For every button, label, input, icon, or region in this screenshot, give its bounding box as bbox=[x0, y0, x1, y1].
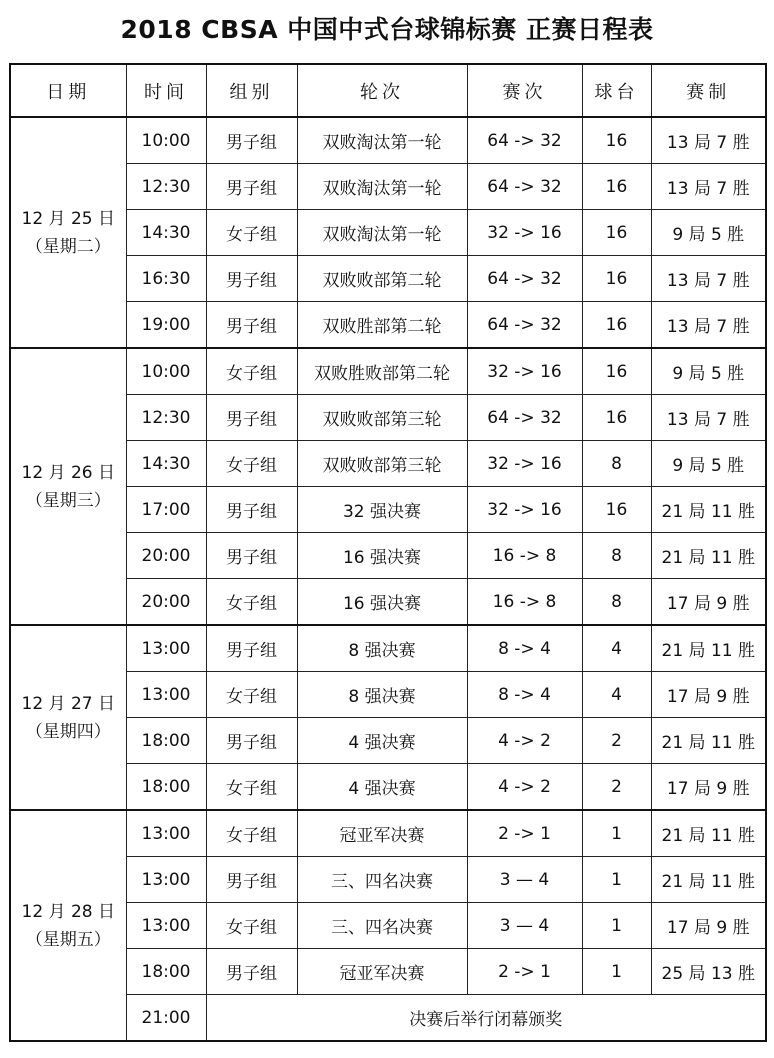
cell-time: 18:00 bbox=[126, 718, 206, 764]
cell-match: 16 -> 8 bbox=[467, 579, 582, 626]
cell-match: 2 -> 1 bbox=[467, 810, 582, 857]
cell-time: 12:30 bbox=[126, 164, 206, 210]
date-label: 12 月 25 日 bbox=[21, 208, 115, 229]
cell-table: 4 bbox=[582, 625, 651, 672]
cell-table: 16 bbox=[582, 395, 651, 441]
cell-format: 9 局 5 胜 bbox=[651, 348, 766, 395]
cell-time: 13:00 bbox=[126, 810, 206, 857]
cell-date bbox=[10, 810, 126, 1041]
cell-round: 4 强决赛 bbox=[297, 718, 467, 764]
cell-match: 16 -> 8 bbox=[467, 533, 582, 579]
header-format: 赛制 bbox=[651, 64, 766, 117]
cell-match: 64 -> 32 bbox=[467, 164, 582, 210]
table-row bbox=[10, 348, 766, 395]
cell-format: 13 局 7 胜 bbox=[651, 164, 766, 210]
weekday-label: （星期二） bbox=[25, 236, 111, 257]
cell-group: 女子组 bbox=[206, 764, 297, 811]
cell-group: 女子组 bbox=[206, 210, 297, 256]
cell-round: 双败淘汰第一轮 bbox=[297, 117, 467, 164]
cell-table: 16 bbox=[582, 164, 651, 210]
cell-format: 13 局 7 胜 bbox=[651, 302, 766, 349]
cell-time: 18:00 bbox=[126, 764, 206, 811]
weekday-label: （星期三） bbox=[25, 490, 111, 511]
cell-match: 4 -> 2 bbox=[467, 764, 582, 811]
date-label: 12 月 27 日 bbox=[21, 693, 115, 714]
cell-round: 双败胜败部第二轮 bbox=[297, 348, 467, 395]
cell-table: 1 bbox=[582, 903, 651, 949]
cell-group: 男子组 bbox=[206, 256, 297, 302]
cell-table: 1 bbox=[582, 857, 651, 903]
cell-table: 8 bbox=[582, 533, 651, 579]
header-match: 赛次 bbox=[467, 64, 582, 117]
cell-date bbox=[10, 625, 126, 810]
cell-format: 9 局 5 胜 bbox=[651, 210, 766, 256]
cell-format: 13 局 7 胜 bbox=[651, 395, 766, 441]
cell-round: 冠亚军决赛 bbox=[297, 810, 467, 857]
cell-group: 男子组 bbox=[206, 164, 297, 210]
cell-round: 冠亚军决赛 bbox=[297, 949, 467, 995]
cell-format: 21 局 11 胜 bbox=[651, 857, 766, 903]
table-row bbox=[10, 117, 766, 164]
cell-group: 男子组 bbox=[206, 487, 297, 533]
cell-group: 男子组 bbox=[206, 949, 297, 995]
cell-format: 21 局 11 胜 bbox=[651, 533, 766, 579]
cell-match: 3 — 4 bbox=[467, 903, 582, 949]
cell-format: 17 局 9 胜 bbox=[651, 579, 766, 626]
cell-table: 1 bbox=[582, 810, 651, 857]
cell-group: 男子组 bbox=[206, 718, 297, 764]
cell-format: 17 局 9 胜 bbox=[651, 764, 766, 811]
cell-round: 三、四名决赛 bbox=[297, 857, 467, 903]
cell-match: 64 -> 32 bbox=[467, 117, 582, 164]
cell-group: 女子组 bbox=[206, 810, 297, 857]
cell-group: 女子组 bbox=[206, 672, 297, 718]
cell-format: 17 局 9 胜 bbox=[651, 903, 766, 949]
cell-time: 14:30 bbox=[126, 210, 206, 256]
weekday-label: （星期四） bbox=[25, 721, 111, 742]
cell-match: 64 -> 32 bbox=[467, 256, 582, 302]
cell-group: 男子组 bbox=[206, 117, 297, 164]
cell-table: 4 bbox=[582, 672, 651, 718]
cell-group: 男子组 bbox=[206, 533, 297, 579]
cell-round: 双败败部第三轮 bbox=[297, 395, 467, 441]
cell-time: 20:00 bbox=[126, 579, 206, 626]
cell-time: 16:30 bbox=[126, 256, 206, 302]
cell-group: 女子组 bbox=[206, 348, 297, 395]
cell-format: 9 局 5 胜 bbox=[651, 441, 766, 487]
cell-round: 双败淘汰第一轮 bbox=[297, 164, 467, 210]
date-label: 12 月 26 日 bbox=[21, 462, 115, 483]
cell-table: 16 bbox=[582, 302, 651, 349]
cell-match: 3 — 4 bbox=[467, 857, 582, 903]
cell-match: 8 -> 4 bbox=[467, 672, 582, 718]
schedule-body bbox=[10, 117, 766, 1041]
cell-match: 2 -> 1 bbox=[467, 949, 582, 995]
cell-format: 13 局 7 胜 bbox=[651, 117, 766, 164]
cell-time: 19:00 bbox=[126, 302, 206, 349]
cell-round: 8 强决赛 bbox=[297, 625, 467, 672]
cell-match: 64 -> 32 bbox=[467, 302, 582, 349]
cell-format: 17 局 9 胜 bbox=[651, 672, 766, 718]
cell-time: 20:00 bbox=[126, 533, 206, 579]
weekday-label: （星期五） bbox=[25, 929, 111, 950]
cell-time: 17:00 bbox=[126, 487, 206, 533]
header-round: 轮次 bbox=[297, 64, 467, 117]
cell-round: 32 强决赛 bbox=[297, 487, 467, 533]
table-row bbox=[10, 625, 766, 672]
cell-round: 双败败部第二轮 bbox=[297, 256, 467, 302]
cell-time: 10:00 bbox=[126, 348, 206, 395]
cell-date bbox=[10, 117, 126, 348]
cell-time: 10:00 bbox=[126, 117, 206, 164]
cell-match: 64 -> 32 bbox=[467, 395, 582, 441]
cell-table: 16 bbox=[582, 487, 651, 533]
cell-match: 32 -> 16 bbox=[467, 441, 582, 487]
cell-time: 18:00 bbox=[126, 949, 206, 995]
cell-group: 男子组 bbox=[206, 395, 297, 441]
cell-group: 女子组 bbox=[206, 441, 297, 487]
cell-table: 1 bbox=[582, 949, 651, 995]
cell-format: 21 局 11 胜 bbox=[651, 487, 766, 533]
cell-format: 21 局 11 胜 bbox=[651, 625, 766, 672]
cell-match: 4 -> 2 bbox=[467, 718, 582, 764]
cell-date bbox=[10, 348, 126, 625]
cell-match: 8 -> 4 bbox=[467, 625, 582, 672]
date-label: 12 月 28 日 bbox=[21, 901, 115, 922]
cell-table: 16 bbox=[582, 117, 651, 164]
header-table: 球台 bbox=[582, 64, 651, 117]
cell-table: 8 bbox=[582, 579, 651, 626]
cell-time: 13:00 bbox=[126, 903, 206, 949]
cell-match: 32 -> 16 bbox=[467, 210, 582, 256]
cell-round: 双败淘汰第一轮 bbox=[297, 210, 467, 256]
header-time: 时间 bbox=[126, 64, 206, 117]
cell-time: 13:00 bbox=[126, 625, 206, 672]
cell-round: 双败胜部第二轮 bbox=[297, 302, 467, 349]
cell-table: 2 bbox=[582, 718, 651, 764]
cell-group: 男子组 bbox=[206, 302, 297, 349]
cell-group: 女子组 bbox=[206, 903, 297, 949]
cell-table: 16 bbox=[582, 348, 651, 395]
cell-time: 12:30 bbox=[126, 395, 206, 441]
cell-format: 13 局 7 胜 bbox=[651, 256, 766, 302]
cell-format: 21 局 11 胜 bbox=[651, 810, 766, 857]
cell-time: 14:30 bbox=[126, 441, 206, 487]
cell-group: 男子组 bbox=[206, 857, 297, 903]
cell-time: 13:00 bbox=[126, 857, 206, 903]
schedule-table bbox=[9, 63, 767, 1042]
cell-round: 16 强决赛 bbox=[297, 579, 467, 626]
table-row bbox=[10, 810, 766, 857]
cell-round: 8 强决赛 bbox=[297, 672, 467, 718]
header-date: 日期 bbox=[10, 64, 126, 117]
closing-ceremony-note: 决赛后举行闭幕颁奖 bbox=[206, 995, 766, 1042]
cell-group: 男子组 bbox=[206, 625, 297, 672]
cell-time: 21:00 bbox=[126, 995, 206, 1042]
cell-match: 32 -> 16 bbox=[467, 487, 582, 533]
cell-table: 8 bbox=[582, 441, 651, 487]
cell-round: 双败败部第三轮 bbox=[297, 441, 467, 487]
cell-round: 三、四名决赛 bbox=[297, 903, 467, 949]
cell-table: 16 bbox=[582, 210, 651, 256]
cell-format: 21 局 11 胜 bbox=[651, 718, 766, 764]
header-group: 组别 bbox=[206, 64, 297, 117]
cell-round: 4 强决赛 bbox=[297, 764, 467, 811]
cell-time: 13:00 bbox=[126, 672, 206, 718]
cell-format: 25 局 13 胜 bbox=[651, 949, 766, 995]
cell-table: 16 bbox=[582, 256, 651, 302]
cell-table: 2 bbox=[582, 764, 651, 811]
page-title: 2018 CBSA 中国中式台球锦标赛 正赛日程表 bbox=[120, 15, 654, 44]
header-row bbox=[10, 64, 766, 117]
cell-match: 32 -> 16 bbox=[467, 348, 582, 395]
cell-round: 16 强决赛 bbox=[297, 533, 467, 579]
cell-group: 女子组 bbox=[206, 579, 297, 626]
